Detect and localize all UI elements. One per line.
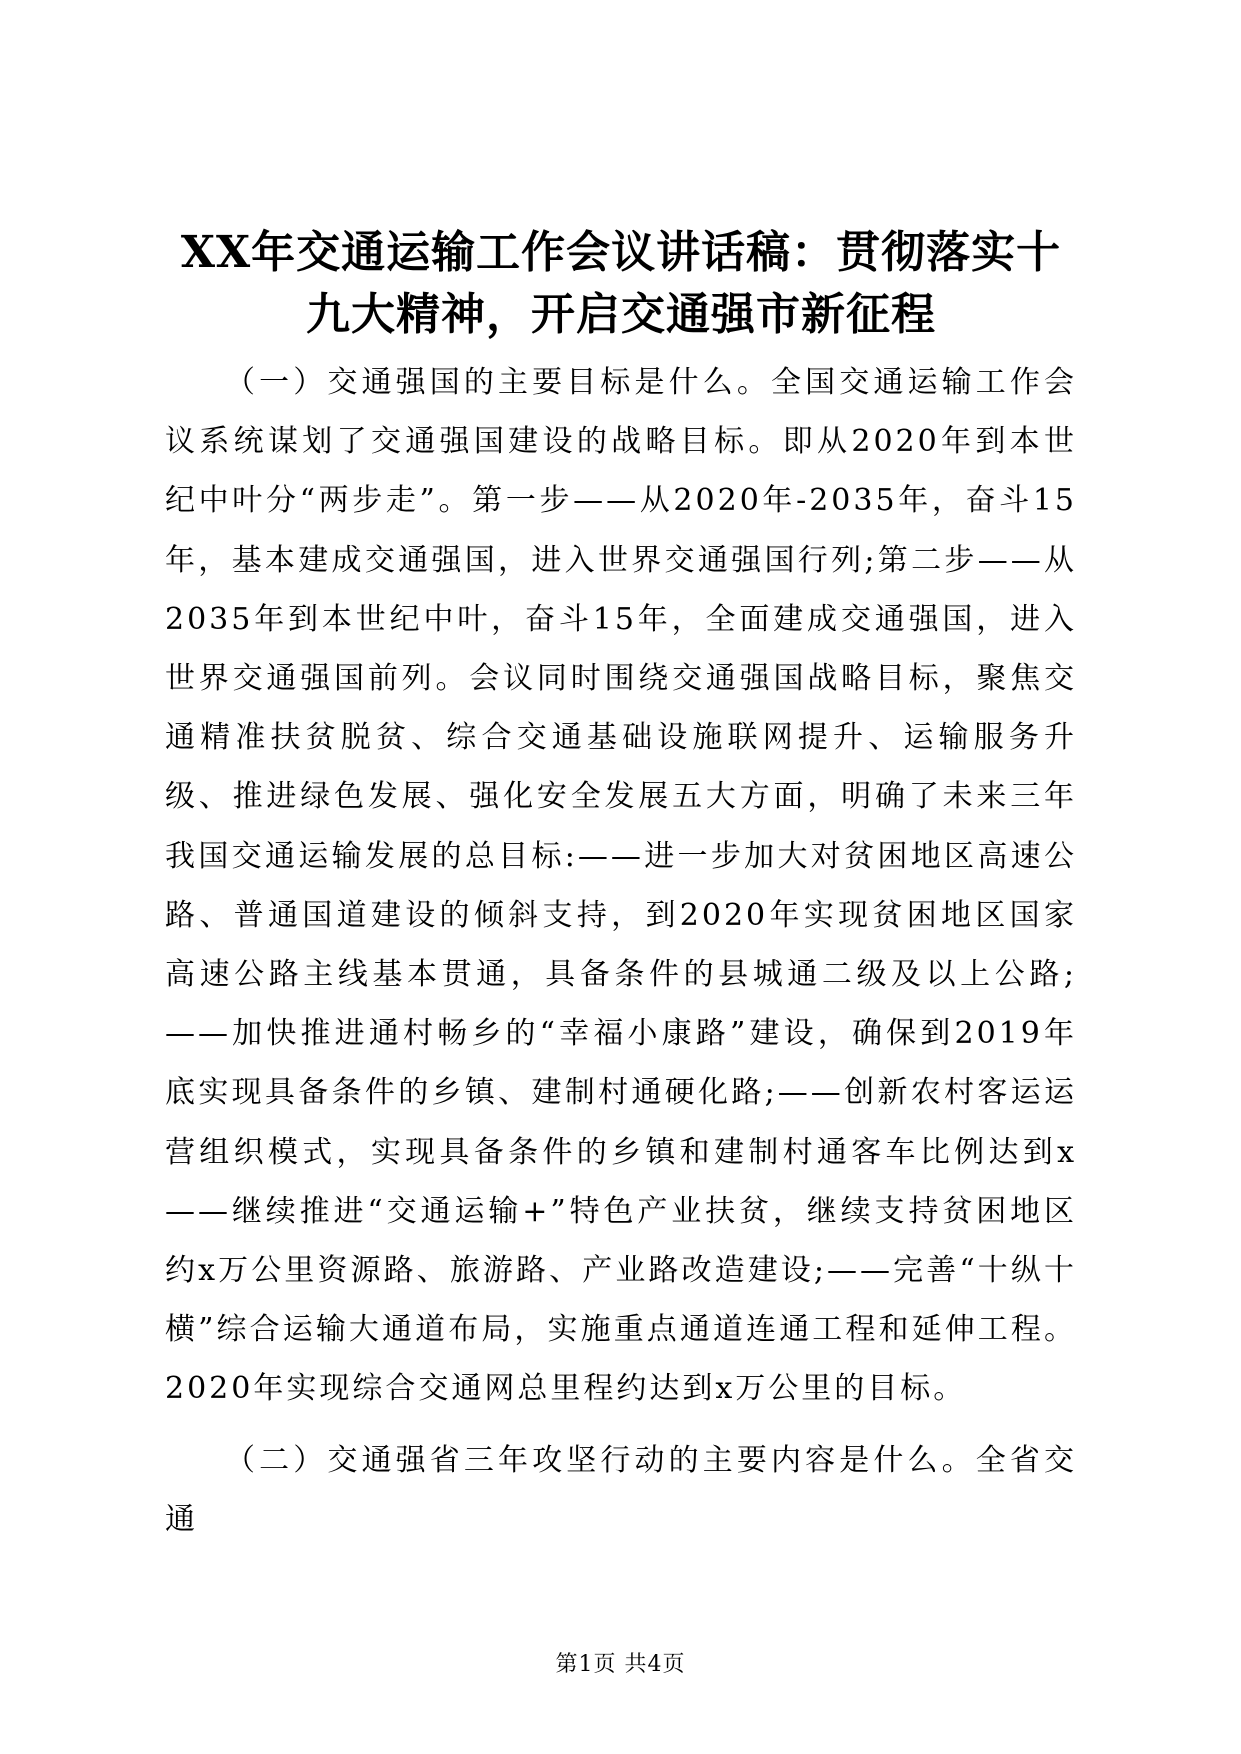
document-title [160, 222, 1082, 346]
title-line-2: 九大精神，开启交通强市新征程 [306, 289, 936, 340]
paragraph-2: （二）交通强省三年攻坚行动的主要内容是什么。全省交通 [165, 1442, 1077, 1537]
paragraph-1: （一）交通强国的主要目标是什么。全国交通运输工作会议系统谋划了交通强国建设的战略目标。即从2020年到本世纪中叶分“两步走”。第一步——从2020年-2035年，奋斗15年，基本建成交通强国，进入世界交通强国行列;第二步——从2035年到本世纪中叶，奋斗15年，全面建成交通强国，进入世界交通强国前列。会议同时围绕交通强国战略目标，聚焦交通精准扶贫脱贫、综合交通基础设施联网提升、运输服务升级、推进绿色发展、强化安全发展五大方面，明确了未来三年我国交通运输发展的总目标:——进一步加大对贫困地区高速公路、普通国道建设的倾斜支持，到2020年实现贫困地区国家高速公路主线基本贯通，具备条件的县城通二级及以上公路;——加快推进通村畅乡的“幸福小康路”建设，确保到2019年底实现具备条件的乡镇、建制村通硬化路;——创新农村客运运营组织模式，实现具备条件的乡镇和建制村通客车比例达到x——继续推进“交通运输+”特色产业扶贫，继续支持贫困地区约x万公里资源路、旅游路、产业路改造建设;——完善“十纵十横”综合运输大通道布局，实施重点通道连通工程和延伸工程。2020年实现综合交通网总里程约达到x万公里的目标。 [165, 365, 1077, 1407]
document-body [165, 353, 1077, 1549]
page-footer: 第1页 共4页 [555, 1652, 686, 1677]
title-line-1: XX年交通运输工作会议讲话稿：贯彻落实十 [180, 227, 1062, 278]
